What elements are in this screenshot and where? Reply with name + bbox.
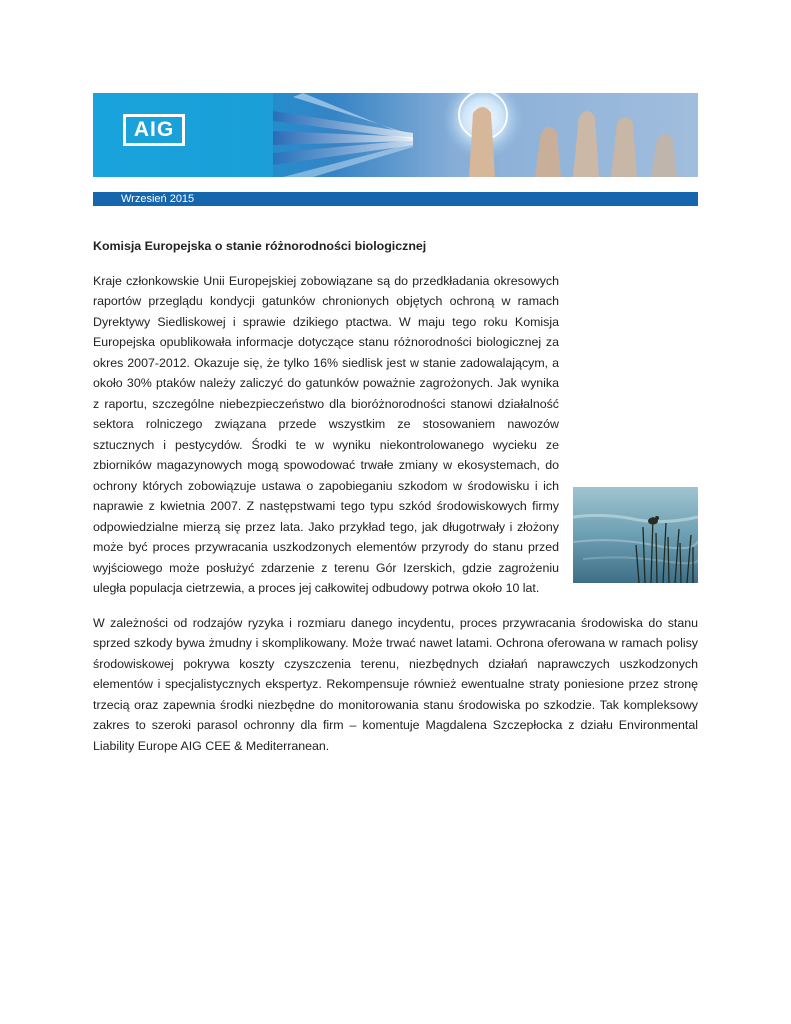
date-bar [93, 192, 698, 206]
article-paragraph-2: W zależności od rodzajów ryzyka i rozmiaru danego incydentu, proces przywracania środowiska do stanu sprzed szkody bywa żmudny i skomplikowany. Może trwać nawet latami. Ochrona oferowana w ramach polisy środowiskowej pokrywa koszty czyszczenia terenu, niezbędnych działań naprawczych uszkodzonych elementów i specjalistycznych ekspertyz. Rekompensuje również ewentualne straty poniesione przez stronę trzecią oraz zapewnia środki niezbędne do monitorowania stanu środowiska po szkodzie. Tak kompleksowy zakres to szeroki parasol ochronny dla firm – komentuje Magdalena Szczepłocka z działu Environmental Liability Europe AIG CEE & Mediterranean. [93, 615, 698, 753]
hand-touching-light-image [273, 93, 698, 177]
issue-date: Wrzesień 2015 [121, 193, 195, 205]
header-banner [93, 93, 698, 177]
article-paragraph-1 [93, 271, 698, 599]
aig-logo [123, 114, 185, 146]
article-title: Komisja Europejska o stanie różnorodności biologicznej [93, 239, 427, 253]
paragraph-text: Kraje członkowskie Unii Europejskiej zobowiązane są do przedkładania okresowych raportów przeglądu kondycji gatunków chronionych objętych ochroną w ramach Dyrektywy Siedliskowej i sprawie dzikiego ptactwa. W maju tego roku Komisja Europejska opublikowała informacje dotyczące stanu różnorodności biologicznej za okres 2007-2012. Okazuje się, że tylko 16% siedlisk jest w stanie zadowalającym, a około 30% ptaków należy zaliczyć do gatunków poważnie zagrożonych. Jak wynika z raportu, szczególne niebezpieczeństwo dla bioróżnorodności stanowi działalność sektora rolniczego związana przede wszystkim ze stosowaniem nawozów sztucznych i pestycydów. Środki te w wyniku niekontrolowanego wycieku ze zbiorników magazynowych mogą spowodować trwałe zmiany w ekosystemach, do ochrony których zobowiązuje ustawa o zapobieganiu szkodom w środowisku i ich naprawie z kwietnia 2007. Z następstwami tego typu szkód środowiskowych firmy odpowiedzialne mierzą się przez lata. Jako przykład tego, jak długotrwały i złożony może być proces przywracania uszkodzonych elementów przyrody do stanu przed wyjściowego może posłużyć zdarzenie z terenu Gór Izerskich, gdzie zagrożeniu uległa populacja cietrzewia, a proces jej całkowitej odbudowy potrwa około 10 lat. [93, 273, 559, 595]
article [93, 236, 698, 770]
bird-in-reeds-photo [573, 487, 698, 583]
logo-text: AIG [133, 118, 175, 141]
